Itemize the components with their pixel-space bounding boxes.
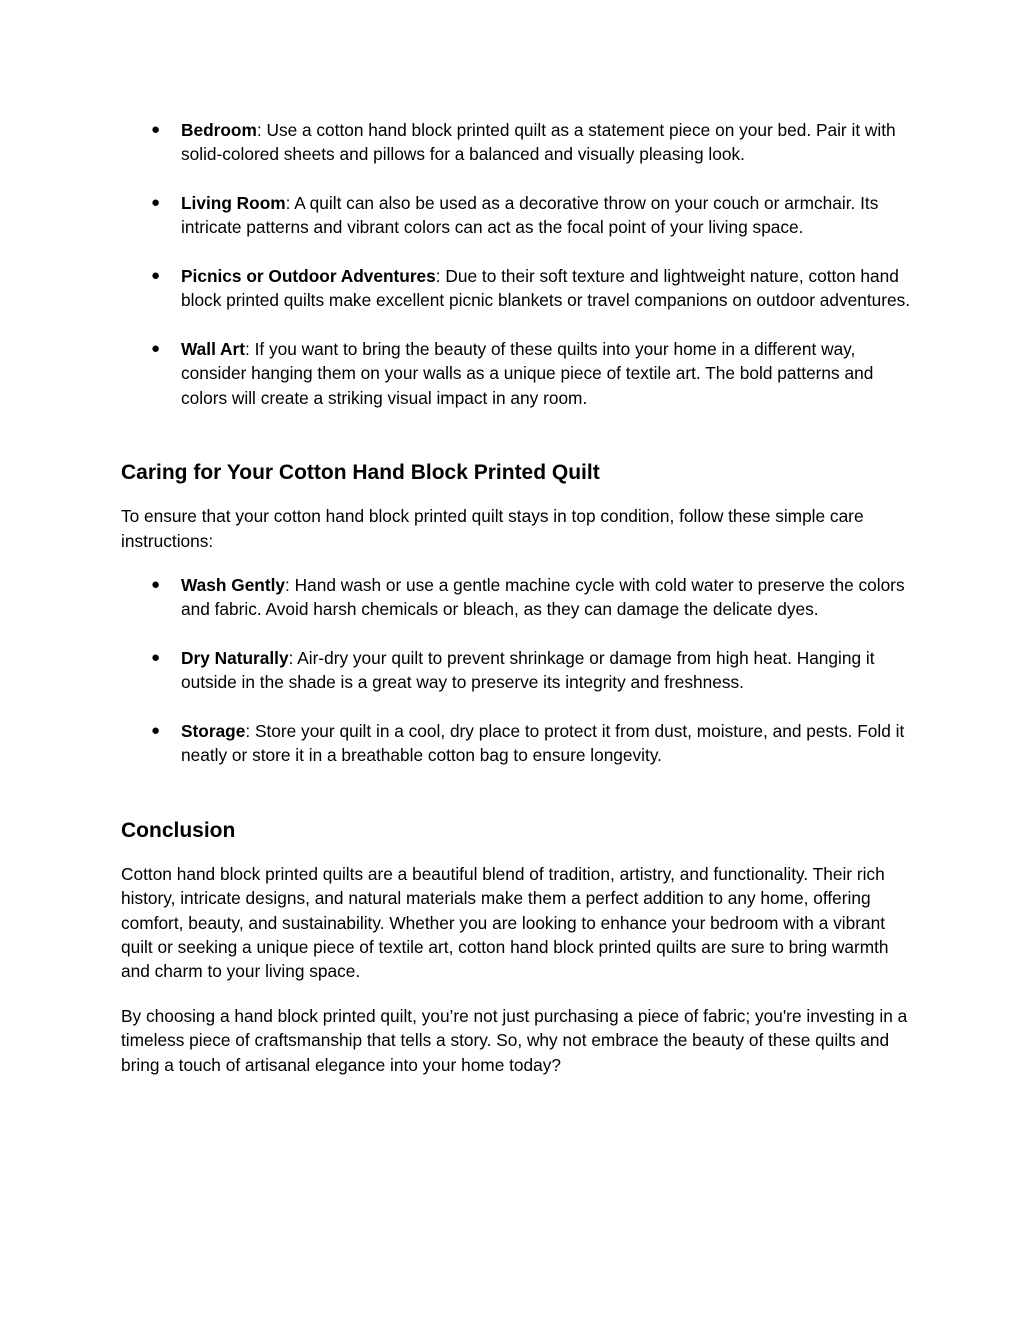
- list-item: [121, 191, 911, 240]
- conclusion-heading: Conclusion: [121, 818, 236, 842]
- list-item-text: : Use a cotton hand block printed quilt as a statement piece on your bed. Pair it with solid-colored sheets and pillows for a balanced and visually pleasing look.: [181, 120, 896, 165]
- bullet-icon: ●: [151, 340, 161, 357]
- caring-heading: Caring for Your Cotton Hand Block Printed Quilt: [121, 461, 600, 485]
- list-item: [121, 264, 911, 313]
- bullet-icon: ●: [151, 121, 161, 138]
- list-item-text: : A quilt can also be used as a decorative throw on your couch or armchair. Its intricate patterns and vibrant colors can act as the focal point of your living space.: [181, 193, 879, 238]
- list-item-text: : Hand wash or use a gentle machine cycle with cold water to preserve the colors and fabric. Avoid harsh chemicals or bleach, as they can damage the delicate dyes.: [181, 575, 905, 620]
- list-item: [121, 118, 911, 167]
- document-page: [121, 118, 911, 1077]
- list-item-term: Dry Naturally: [181, 648, 289, 669]
- bullet-icon: ●: [151, 722, 161, 740]
- list-item: [121, 573, 911, 622]
- list-item-term: Living Room: [181, 193, 286, 213]
- list-item: [121, 646, 911, 695]
- conclusion-paragraph: Cotton hand block printed quilts are a beautiful blend of tradition, artistry, and functionality. Their rich history, intricate designs, and natural materials make them a perfect addition to any home, offering comfort, beauty, and sustainability. Whether you are looking to enhance your bedroom with a vibrant quilt or seeking a unique piece of textile art, cotton hand block printed quilts are sure to bring warmth and charm to your living space.: [121, 863, 889, 982]
- bullet-icon: ●: [151, 576, 161, 594]
- list-item-term: Storage: [181, 721, 246, 742]
- bullet-icon: ●: [151, 194, 161, 211]
- list-item-term: Bedroom: [181, 120, 257, 140]
- bullet-icon: ●: [151, 649, 161, 667]
- list-item-term: Wall Art: [181, 339, 246, 359]
- list-item-text: : Air-dry your quilt to prevent shrinkage or damage from high heat. Hanging it outside in the shade is a great way to preserve its integrity and freshness.: [181, 648, 875, 693]
- caring-intro-paragraph: To ensure that your cotton hand block printed quilt stays in top condition, follow these simple care instructions:: [121, 506, 864, 551]
- list-item: [121, 337, 911, 410]
- uses-list: [121, 118, 911, 410]
- list-item: [121, 719, 911, 768]
- list-item-term: Wash Gently: [181, 575, 286, 596]
- list-item-text: : Store your quilt in a cool, dry place to protect it from dust, moisture, and pests. Fold it neatly or store it in a breathable cotton bag to ensure longevity.: [181, 721, 905, 766]
- list-item-term: Picnics or Outdoor Adventures: [181, 266, 436, 286]
- conclusion-paragraph: By choosing a hand block printed quilt, you’re not just purchasing a piece of fabric; you're investing in a timeless piece of craftsmanship that tells a story. So, why not embrace the beauty of these quilts and bring a touch of artisanal elegance into your home today?: [121, 1005, 908, 1075]
- care-instructions-list: [121, 573, 911, 768]
- list-item-text: : Due to their soft texture and lightweight nature, cotton hand block printed quilts make excellent picnic blankets or travel companions on outdoor adventures.: [181, 266, 911, 311]
- bullet-icon: ●: [151, 267, 161, 284]
- list-item-text: : If you want to bring the beauty of these quilts into your home in a different way, consider hanging them on your walls as a unique piece of textile art. The bold patterns and colors will create a striking visual impact in any room.: [181, 339, 874, 408]
